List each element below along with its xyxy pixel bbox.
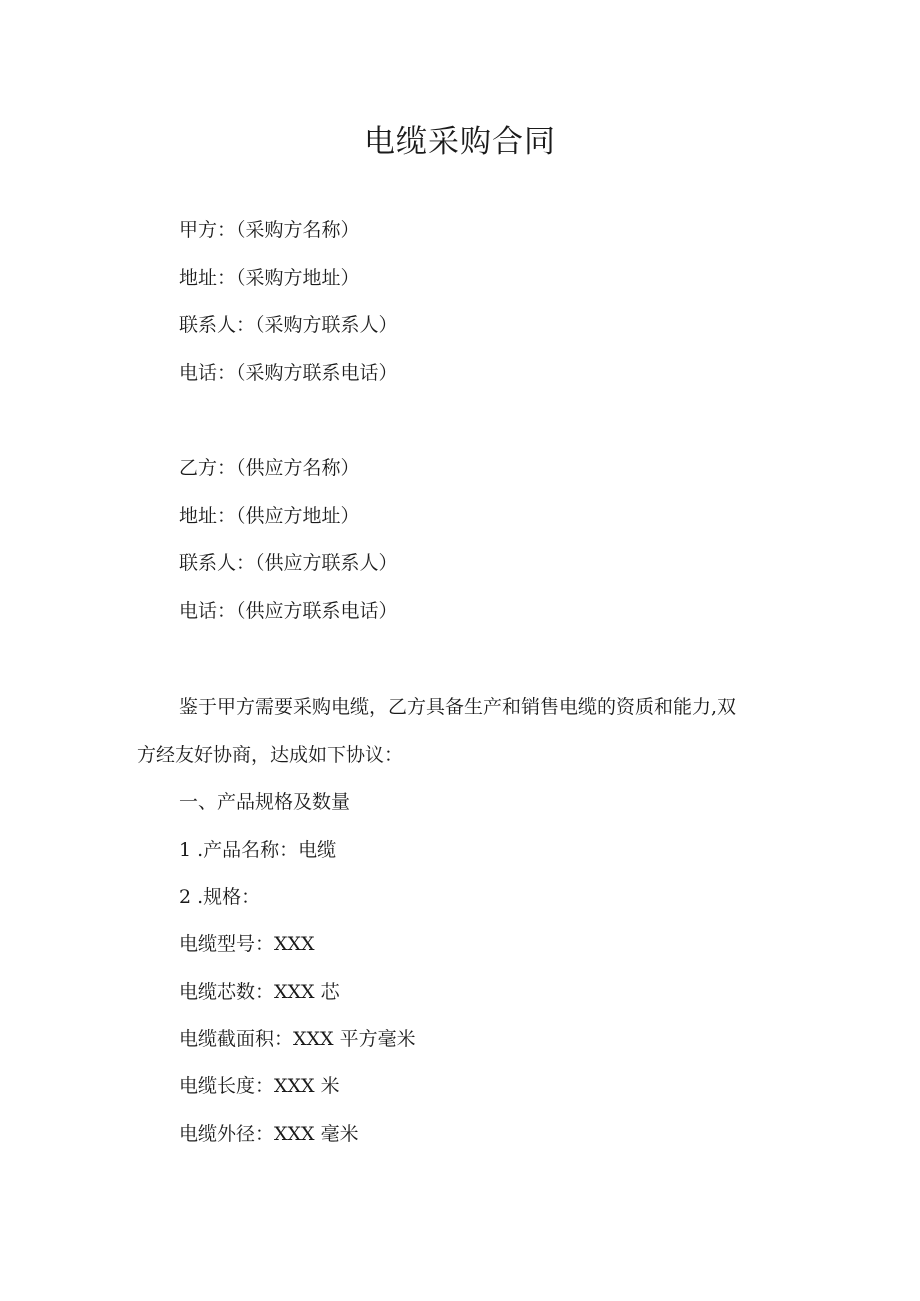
item-product-name: 1 .产品名称：电缆 (179, 839, 337, 861)
document-title: 电缆采购合同 (364, 124, 556, 160)
preamble-line-1: 鉴于甲方需要采购电缆，乙方具备生产和销售电缆的资质和能力,双 (179, 696, 737, 718)
spec-length: 电缆长度：XXX 米 (179, 1075, 340, 1097)
party-a-phone: 电话：（采购方联系电话） (179, 362, 398, 384)
party-b-address: 地址：（供应方地址） (179, 505, 360, 527)
party-a-address: 地址：（采购方地址） (179, 267, 360, 289)
preamble-line-2: 方经友好协商，达成如下协议： (137, 744, 404, 766)
party-b-contact: 联系人：（供应方联系人） (179, 552, 398, 574)
spec-cross-section: 电缆截面积：XXX 平方毫米 (179, 1028, 416, 1050)
section-1-heading: 一、产品规格及数量 (179, 791, 351, 813)
spec-model: 电缆型号：XXX (179, 933, 315, 955)
item-specification: 2 .规格： (179, 886, 261, 908)
party-b-phone: 电话：（供应方联系电话） (179, 600, 398, 622)
party-a-contact: 联系人：（采购方联系人） (179, 314, 398, 336)
spec-outer-diameter: 电缆外径：XXX 毫米 (179, 1123, 359, 1145)
spec-cores: 电缆芯数：XXX 芯 (179, 981, 340, 1003)
party-b-name: 乙方：（供应方名称） (179, 457, 360, 479)
party-a-name: 甲方：（采购方名称） (179, 219, 360, 241)
